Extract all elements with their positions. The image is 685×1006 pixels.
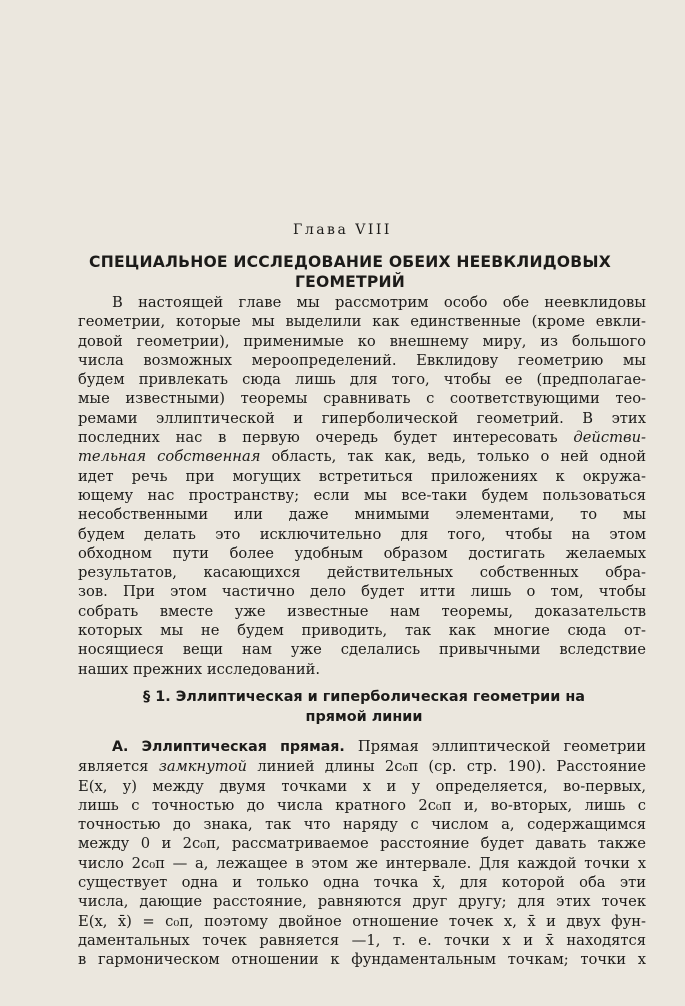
text-line: точностью до знака, так что наряду с числом a, содержащимся — [78, 816, 646, 834]
emphasis-text: действи- — [573, 429, 646, 447]
subsection-paragraph — [78, 737, 646, 970]
text-line: E(x, x̄) = c₀π, поэтому двойное отношение точек x, x̄ и двух фун- — [78, 912, 646, 930]
section-title-line: § 1. Эллиптическая и гиперболическая геометрии на — [143, 689, 585, 705]
chapter-title — [60, 252, 640, 292]
text-line: которых мы не будем приводить, так как многие сюда от- — [78, 622, 646, 640]
text-line: обходном пути более удобным образом достигать желаемых — [78, 544, 646, 562]
text-segment: линией длины 2c₀π (ср. стр. 190). Расстояние — [257, 758, 646, 776]
text-line: в гармоническом отношении к фундаментальным точкам; точки x — [78, 951, 646, 969]
text-segment: последних нас в первую очередь будет интересовать — [78, 429, 558, 447]
chapter-label: Глава VIII — [293, 222, 392, 238]
text-line: идет речь при могущих встретиться приложениях к окружа- — [78, 467, 646, 485]
text-line: лишь с точностью до числа кратного 2c₀π и, во-вторых, лишь с — [78, 796, 646, 814]
text-line: зов. При этом частично дело будет итти лишь о том, чтобы — [78, 583, 646, 601]
text-line: числа возможных мероопределений. Евклидову геометрию мы — [78, 351, 646, 369]
text-line: несобственными или даже мнимыми элементами, то мы — [78, 506, 646, 524]
text-line: носящиеся вещи нам уже сделались привычными вследствие — [78, 641, 646, 659]
chapter-title-line: СПЕЦИАЛЬНОЕ ИССЛЕДОВАНИЕ ОБЕИХ НЕЕВКЛИДОВЫХ — [89, 253, 611, 271]
text-line: существует одна и только одна точка x̄, для которой оба эти — [78, 874, 646, 892]
text-line — [78, 757, 646, 776]
text-line: В настоящей главе мы рассмотрим особо обе неевклидовы — [112, 294, 646, 311]
text-line: мые известными) теоремы сравнивать с соответствующими тео- — [78, 390, 646, 408]
subsection-heading: А. Эллиптическая прямая. — [112, 739, 345, 755]
emphasis-text: тельная собственная — [78, 448, 261, 466]
text-line: даментальных точек равняется —1, т. е. точки x и x̄ находятся — [78, 931, 646, 949]
text-line: наших прежних исследований. — [78, 660, 321, 678]
emphasis-text: замкнутой — [158, 758, 247, 776]
text-segment: является — [78, 758, 149, 776]
section-title-line: прямой линии — [305, 709, 423, 725]
text-line: геометрии, которые мы выделили как единственные (кроме евкли- — [78, 313, 646, 331]
text-line: E(x, y) между двумя точками x и y определяется, во-первых, — [78, 777, 646, 795]
text-line — [78, 737, 646, 757]
text-line: довой геометрии), применимые ко внешнему миру, из большого — [78, 332, 646, 350]
text-segment: область, так как, ведь, только о ней одной — [271, 448, 646, 466]
text-line: будем делать это исключительно для того, чтобы на этом — [78, 525, 646, 543]
text-line: число 2c₀π — a, лежащее в этом же интервале. Для каждой точки x — [78, 854, 646, 872]
text-line: результатов, касающихся действительных собственных обра- — [78, 564, 646, 582]
text-line — [78, 447, 646, 466]
section-title — [80, 687, 648, 727]
text-line: будем привлекать сюда лишь для того, чтобы ее (предполагае- — [78, 371, 646, 389]
text-line: ющему нас пространству; если мы все-таки будем пользоваться — [78, 486, 646, 504]
text-line: между 0 и 2c₀π, рассматриваемое расстояние будет давать также — [78, 835, 646, 853]
text-line: собрать вместе уже известные нам теоремы, доказательств — [78, 602, 646, 620]
text-segment: Прямая эллиптической геометрии — [357, 738, 646, 755]
text-line: ремами эллиптической и гиперболической геометрий. В этих — [78, 409, 646, 427]
intro-paragraph — [78, 293, 646, 679]
text-line: числа, дающие расстояние, равняются друг другу; для этих точек — [78, 893, 646, 911]
chapter-title-line: ГЕОМЕТРИЙ — [295, 273, 405, 291]
text-line — [78, 428, 646, 447]
